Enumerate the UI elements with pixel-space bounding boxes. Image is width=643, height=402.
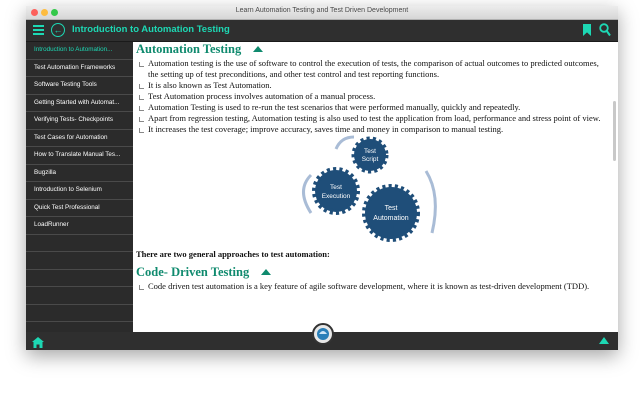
bottom-toolbar: [26, 332, 618, 350]
window-title: Learn Automation Testing and Test Driven Development: [235, 7, 409, 14]
sidebar-empty-row: [26, 287, 133, 305]
gear3-label-line1: Test: [384, 205, 398, 212]
sidebar-item-selenium[interactable]: Introduction to Selenium: [26, 182, 133, 200]
sidebar-item-translate-manual[interactable]: How to Translate Manual Tes...: [26, 147, 133, 165]
sidebar-empty-row: [26, 305, 133, 323]
gear2-label-line2: Execution: [321, 193, 351, 200]
sidebar-item-qtp[interactable]: Quick Test Professional: [26, 200, 133, 218]
list-item: Test Automation process involves automation of a manual process.: [136, 91, 608, 102]
gear-test-automation: [365, 187, 417, 239]
gear3-label-line2: Automation: [373, 215, 409, 222]
page-title: Introduction to Automation Testing: [72, 24, 230, 35]
sidebar-item-software-testing-tools[interactable]: Software Testing Tools: [26, 77, 133, 95]
content-area: [136, 42, 608, 332]
sidebar-item-getting-started[interactable]: Getting Started with Automat...: [26, 95, 133, 113]
list-item: It is also known as Test Automation.: [136, 80, 608, 91]
sidebar-item-test-automation-frameworks[interactable]: Test Automation Frameworks: [26, 60, 133, 78]
list-item: Code driven test automation is a key feature of agile software development, where it is known as test-driven development (TDD).: [136, 281, 608, 292]
gear-test-execution: [315, 170, 357, 212]
section-heading-code-driven-testing: Code- Driven Testing: [136, 265, 250, 279]
sidebar-item-introduction-to-automation[interactable]: Introduction to Automation...: [26, 42, 133, 60]
app-logo-icon[interactable]: [312, 323, 334, 345]
vertical-scrollbar[interactable]: [613, 101, 616, 161]
gear-test-script: [354, 139, 386, 171]
sidebar: [26, 42, 133, 332]
menu-icon[interactable]: [33, 25, 44, 36]
sidebar-empty-row: [26, 235, 133, 253]
app-window: [26, 6, 618, 350]
search-icon[interactable]: [599, 23, 611, 37]
sidebar-item-loadrunner[interactable]: LoadRunner: [26, 217, 133, 235]
gear1-label-line1: Test: [364, 148, 376, 155]
sidebar-item-test-cases[interactable]: Test Cases for Automation: [26, 130, 133, 148]
collapse-arrow-icon[interactable]: [253, 46, 263, 52]
back-icon[interactable]: ←: [51, 23, 65, 37]
approaches-text: There are two general approaches to test automation:: [136, 249, 330, 259]
sidebar-empty-row: [26, 270, 133, 288]
scroll-to-top-icon[interactable]: [599, 337, 609, 344]
automation-cycle-diagram: [136, 135, 608, 249]
list-item: Apart from regression testing, Automation testing is also used to test the application from load, performance and stress point of view.: [136, 113, 608, 124]
app-header: [26, 20, 618, 42]
sidebar-item-bugzilla[interactable]: Bugzilla: [26, 165, 133, 183]
sidebar-item-verifying-tests[interactable]: Verifying Tests- Checkpoints: [26, 112, 133, 130]
sidebar-empty-row: [26, 252, 133, 270]
bookmark-icon[interactable]: [583, 24, 591, 36]
gear2-label-line1: Test: [330, 184, 342, 191]
home-icon[interactable]: [32, 335, 44, 346]
list-item: Automation Testing is used to re-run the test scenarios that were performed manually, quickly and repeatedly.: [136, 102, 608, 113]
gear1-label-line2: Script: [361, 156, 379, 163]
section-heading-automation-testing: Automation Testing: [136, 42, 242, 56]
collapse-arrow-icon[interactable]: [261, 269, 271, 275]
list-item: It increases the test coverage; improve accuracy, saves time and money in comparison to manual testing.: [136, 124, 608, 135]
window-titlebar: [26, 6, 618, 20]
list-item: Automation testing is the use of software to control the execution of tests, the comparison of actual outcomes to predicted outcomes, the setting up of test preconditions, and other test control and test reporting functions.: [136, 58, 608, 80]
